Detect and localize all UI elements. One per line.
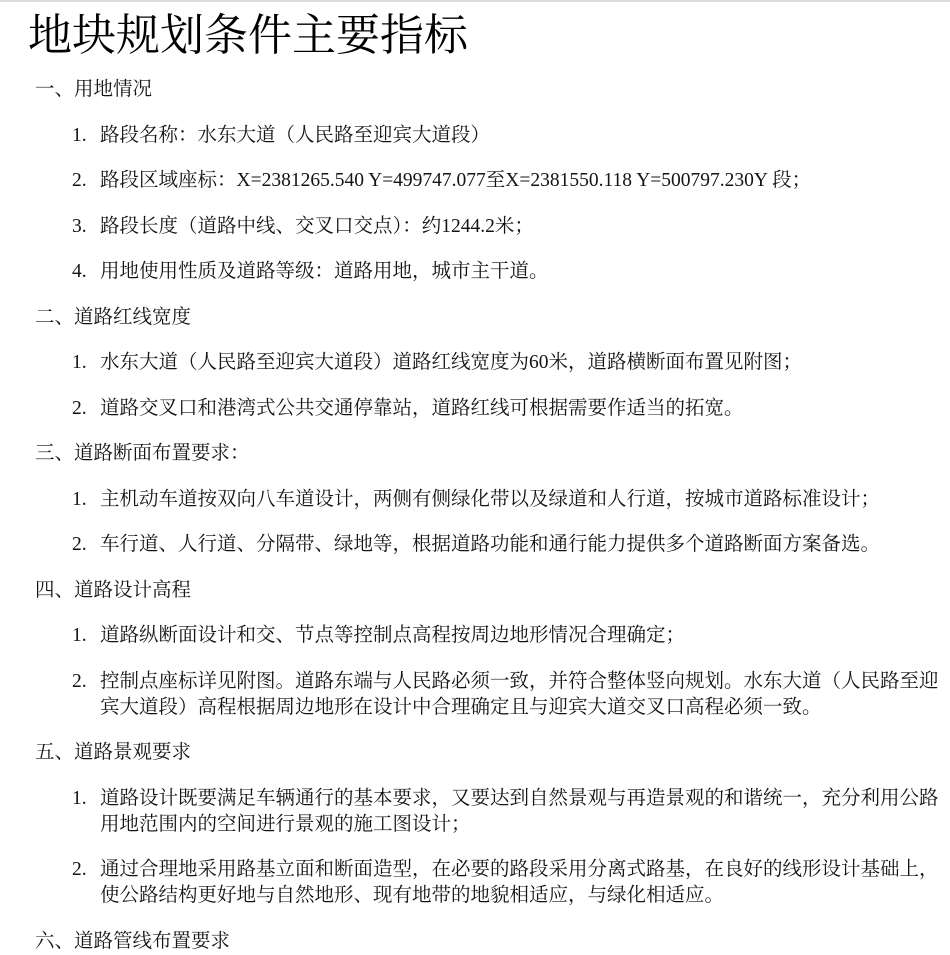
list-item: [72, 396, 944, 422]
list-item: [72, 786, 944, 838]
item-text: 路段长度（道路中线、交叉口交点）：约1244.2米；: [100, 215, 534, 237]
item-number: 1.: [72, 787, 87, 809]
section-cross-section-layout: [35, 441, 944, 558]
item-number: 2.: [72, 670, 87, 692]
section-red-line-width: [35, 305, 944, 422]
item-text: 主机动车道按双向八车道设计，两侧有侧绿化带以及绿道和人行道，按城市道路标准设计；: [100, 488, 881, 510]
section-heading: 二、道路红线宽度: [35, 306, 192, 328]
item-number: 2.: [72, 170, 87, 191]
list-item: [72, 623, 944, 649]
list-item: [72, 487, 944, 513]
item-number: 2.: [72, 397, 87, 419]
list-item: [72, 532, 944, 558]
list-item: [72, 669, 944, 721]
item-text: 车行道、人行道、分隔带、绿地等，根据道路功能和通行能力提供多个道路断面方案备选。: [100, 534, 881, 555]
list-item: [72, 168, 944, 194]
item-number: 2.: [72, 859, 87, 880]
section-heading: 一、用地情况: [35, 79, 153, 100]
section-land-use: [35, 77, 944, 285]
section-heading: 三、道路断面布置要求：: [35, 443, 250, 464]
document-title: 地块规划条件主要指标: [28, 11, 468, 60]
item-number: 2.: [72, 534, 87, 555]
item-number: 1.: [72, 625, 87, 646]
list-item: [72, 123, 944, 149]
item-text: 路段名称：水东大道（人民路至迎宾大道段）: [100, 124, 491, 146]
section-heading: 五、道路景观要求: [35, 742, 192, 763]
item-text: 控制点座标详见附图。道路东端与人民路必须一致，并符合整体竖向规划。水东大道（人民路至迎宾大道段）高程根据周边地形在设计中合理确定且与迎宾大道交叉口高程必须一致。: [100, 670, 939, 718]
item-text: 道路交叉口和港湾式公共交通停靠站，道路红线可根据需要作适当的拓宽。: [100, 397, 744, 419]
item-number: 4.: [72, 261, 87, 282]
section-landscape-requirements: [35, 740, 944, 909]
section-heading: 四、道路设计高程: [35, 579, 192, 601]
item-text: 路段区域座标：X=2381265.540 Y=499747.077至X=2381550.118 Y=500797.230Y 段；: [100, 170, 812, 191]
list-item: [72, 857, 944, 909]
section-design-elevation: [35, 578, 944, 721]
item-number: 1.: [72, 488, 87, 510]
item-number: 1.: [72, 124, 87, 146]
item-text: 通过合理地采用路基立面和断面造型，在必要的路段采用分离式路基，在良好的线形设计基础上，使公路结构更好地与自然地形、现有地带的地貌相适应，与绿化相适应。: [100, 859, 939, 906]
item-text: 道路设计既要满足车辆通行的基本要求，又要达到自然景观与再造景观的和谐统一，充分利用公路用地范围内的空间进行景观的施工图设计；: [100, 787, 939, 835]
item-text: 用地使用性质及道路等级：道路用地，城市主干道。: [100, 261, 549, 282]
list-item: [72, 259, 944, 285]
document-body: [28, 77, 944, 955]
list-item: [72, 350, 944, 376]
section-heading: 六、道路管线布置要求: [35, 930, 231, 952]
item-text: 水东大道（人民路至迎宾大道段）道路红线宽度为60米，道路横断面布置见附图；: [100, 352, 803, 373]
section-pipeline-layout: [35, 929, 944, 955]
item-number: 1.: [72, 352, 87, 373]
list-item: [72, 214, 944, 240]
item-text: 道路纵断面设计和交、节点等控制点高程按周边地形情况合理确定；: [100, 625, 686, 646]
item-number: 3.: [72, 215, 87, 237]
